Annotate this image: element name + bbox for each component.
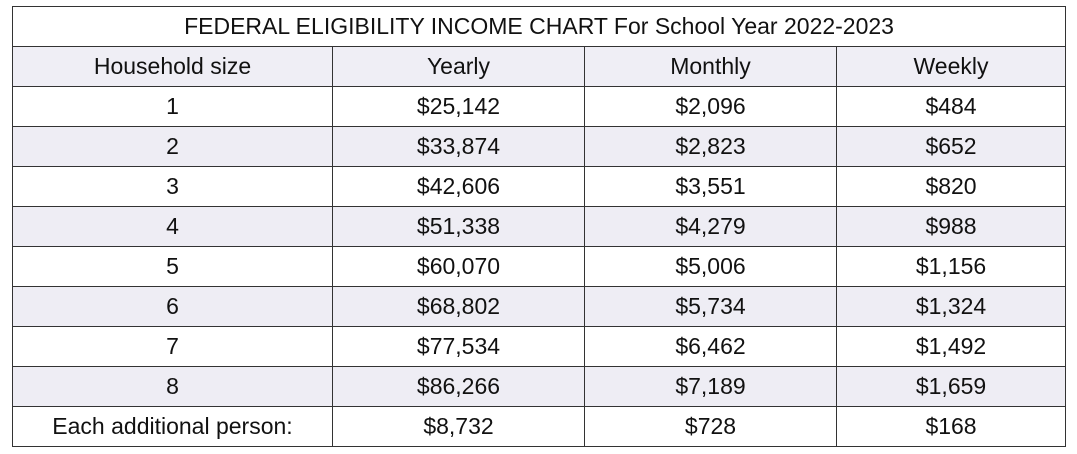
- weekly-cell: $1,659: [837, 367, 1066, 407]
- eligibility-table: [12, 6, 1066, 447]
- weekly-cell: $820: [837, 167, 1066, 207]
- monthly-cell: $2,823: [585, 127, 837, 167]
- yearly-cell: $33,874: [333, 127, 585, 167]
- header-weekly: Weekly: [837, 47, 1066, 87]
- weekly-cell: $168: [837, 407, 1066, 447]
- yearly-cell: $51,338: [333, 207, 585, 247]
- header-row: [13, 47, 1066, 87]
- household-size-cell: 6: [13, 287, 333, 327]
- weekly-cell: $1,492: [837, 327, 1066, 367]
- monthly-cell: $5,006: [585, 247, 837, 287]
- household-size-cell: 3: [13, 167, 333, 207]
- header-yearly: Yearly: [333, 47, 585, 87]
- weekly-cell: $484: [837, 87, 1066, 127]
- household-size-cell: 4: [13, 207, 333, 247]
- monthly-cell: $3,551: [585, 167, 837, 207]
- weekly-cell: $652: [837, 127, 1066, 167]
- monthly-cell: $728: [585, 407, 837, 447]
- household-size-cell: 5: [13, 247, 333, 287]
- table-row: [13, 87, 1066, 127]
- header-monthly: Monthly: [585, 47, 837, 87]
- household-size-cell: 2: [13, 127, 333, 167]
- income-chart: [12, 6, 1065, 447]
- yearly-cell: $77,534: [333, 327, 585, 367]
- weekly-cell: $988: [837, 207, 1066, 247]
- header-household-size: Household size: [13, 47, 333, 87]
- monthly-cell: $5,734: [585, 287, 837, 327]
- yearly-cell: $60,070: [333, 247, 585, 287]
- table-row: [13, 127, 1066, 167]
- yearly-cell: $8,732: [333, 407, 585, 447]
- table-row: [13, 367, 1066, 407]
- yearly-cell: $68,802: [333, 287, 585, 327]
- household-size-cell: 1: [13, 87, 333, 127]
- table-row: [13, 287, 1066, 327]
- table-title: FEDERAL ELIGIBILITY INCOME CHART For School Year 2022-2023: [13, 7, 1066, 47]
- monthly-cell: $7,189: [585, 367, 837, 407]
- table-row: [13, 327, 1066, 367]
- weekly-cell: $1,156: [837, 247, 1066, 287]
- weekly-cell: $1,324: [837, 287, 1066, 327]
- household-size-cell: 8: [13, 367, 333, 407]
- table-row: [13, 167, 1066, 207]
- monthly-cell: $2,096: [585, 87, 837, 127]
- yearly-cell: $86,266: [333, 367, 585, 407]
- monthly-cell: $4,279: [585, 207, 837, 247]
- table-row: [13, 207, 1066, 247]
- yearly-cell: $42,606: [333, 167, 585, 207]
- household-size-cell: 7: [13, 327, 333, 367]
- monthly-cell: $6,462: [585, 327, 837, 367]
- additional-person-label: Each additional person:: [13, 407, 333, 447]
- table-row: [13, 247, 1066, 287]
- table-row-additional-person: [13, 407, 1066, 447]
- yearly-cell: $25,142: [333, 87, 585, 127]
